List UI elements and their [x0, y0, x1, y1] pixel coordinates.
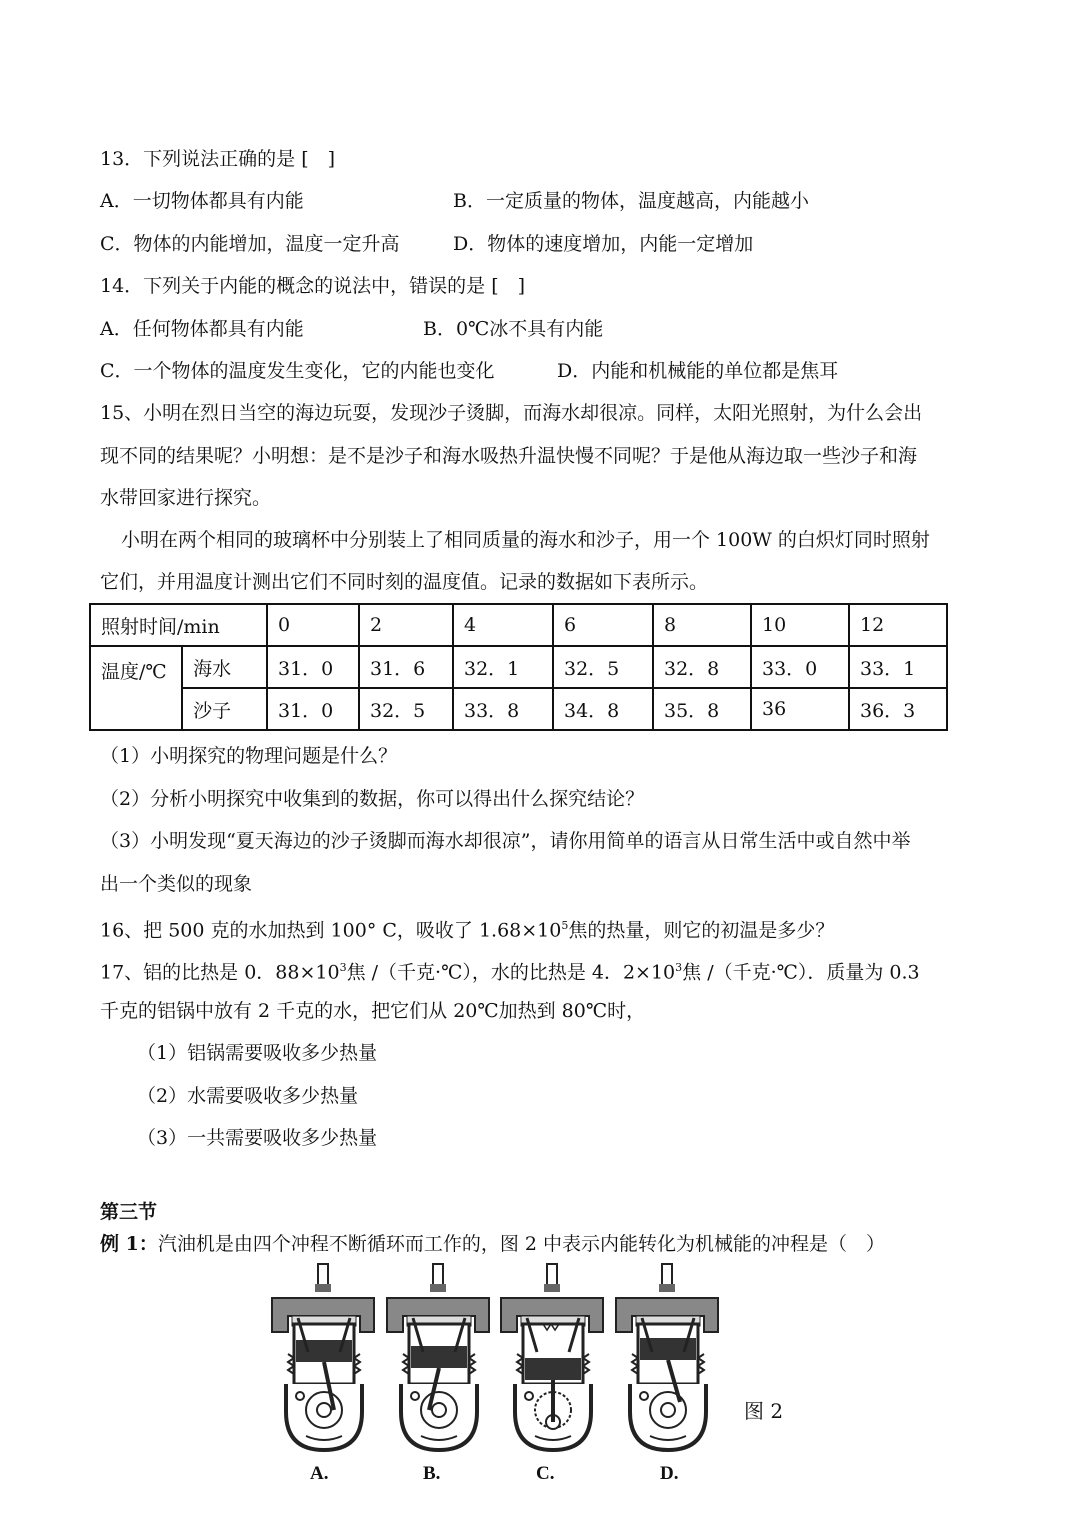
- table-cell: 35．8: [653, 688, 751, 730]
- table-row-label-sand: 沙子: [182, 688, 267, 730]
- figure-caption: 图 2: [744, 1399, 784, 1423]
- table-cell: 32．5: [359, 688, 453, 730]
- table-row: [90, 688, 947, 730]
- q15-paragraph2-line2: 它们，并用温度计测出它们不同时刻的温度值。记录的数据如下表所示。: [100, 571, 709, 593]
- example-label: 例 1：: [100, 1233, 158, 1255]
- q17-exponent2: 3: [675, 961, 683, 974]
- q13-option-d: D．物体的速度增加，内能一定增加: [453, 233, 754, 255]
- table-row: [90, 604, 947, 646]
- table-cell: 32．1: [453, 646, 553, 688]
- table-cell: 36: [751, 688, 849, 730]
- q13-stem: 13．下列说法正确的是 [ ]: [100, 148, 336, 170]
- table-row: [90, 646, 947, 688]
- q15-paragraph1-line1: 15、小明在烈日当空的海边玩耍，发现沙子烫脚，而海水却很凉。同样，太阳光照射，为什么会出: [100, 402, 923, 424]
- engine-label-a: A.: [310, 1463, 329, 1484]
- q16-text-before: 16、把 500 克的水加热到 100° C，吸收了 1.68×10: [100, 919, 562, 942]
- q14-option-c: C．一个物体的温度发生变化，它的内能也变化: [100, 360, 495, 382]
- table-cell: 8: [653, 604, 751, 646]
- q13-option-c: C．物体的内能增加，温度一定升高: [100, 233, 400, 255]
- q17-subquestion-1: （1）铝锅需要吸收多少热量: [137, 1042, 378, 1064]
- q15-subquestion-3-line2: 出一个类似的现象: [100, 873, 253, 895]
- example-text: 汽油机是由四个冲程不断循环而工作的，图 2 中表示内能转化为机械能的冲程是（ ）: [157, 1233, 886, 1255]
- q16-question: [100, 914, 834, 942]
- table-cell: 32．5: [553, 646, 653, 688]
- q17-subquestion-2: （2）水需要吸收多少热量: [137, 1085, 359, 1107]
- table-temp-label: 温度/℃: [90, 646, 182, 730]
- q15-subquestion-3-line1: （3）小明发现“夏天海边的沙子烫脚而海水却很凉”，请你用简单的语言从日常生活中或自然中举: [100, 830, 911, 852]
- table-cell: 34．8: [553, 688, 653, 730]
- q14-option-b: B．0℃冰不具有内能: [423, 318, 604, 340]
- q15-paragraph1-line2: 现不同的结果呢？小明想：是不是沙子和海水吸热升温快慢不同呢？于是他从海边取一些沙子和海: [100, 445, 918, 467]
- table-header-time-label: 照射时间/min: [90, 604, 267, 646]
- table-cell: 0: [267, 604, 359, 646]
- table-cell: 32．8: [653, 646, 751, 688]
- table-cell: 31．6: [359, 646, 453, 688]
- table-cell: 33．8: [453, 688, 553, 730]
- q13-option-b: B．一定质量的物体，温度越高，内能越小: [453, 190, 809, 212]
- table-cell: 6: [553, 604, 653, 646]
- q15-subquestion-1: （1）小明探究的物理问题是什么？: [100, 745, 398, 767]
- q14-option-a: A．任何物体都具有内能: [100, 318, 304, 340]
- table-cell: 2: [359, 604, 453, 646]
- temperature-data-table: [89, 603, 948, 731]
- engine-diagram-b: [383, 1262, 495, 1457]
- table-cell: 33．0: [751, 646, 849, 688]
- q17-part3: 焦 /（千克·℃）．质量为 0.3: [682, 961, 920, 984]
- table-row-label-seawater: 海水: [182, 646, 267, 688]
- q16-exponent: 5: [561, 919, 569, 932]
- q17-exponent1: 3: [339, 961, 347, 974]
- example-1: [100, 1232, 885, 1256]
- table-cell: 10: [751, 604, 849, 646]
- engine-label-b: B.: [423, 1463, 441, 1484]
- table-cell: 33．1: [849, 646, 947, 688]
- table-cell: 36．3: [849, 688, 947, 730]
- engine-label-d: D.: [660, 1463, 679, 1484]
- q16-text-after: 焦的热量，则它的初温是多少？: [568, 919, 835, 942]
- q17-line2: 千克的铝锅中放有 2 千克的水，把它们从 20℃加热到 80℃时，: [100, 1000, 646, 1022]
- q13-option-a: A．一切物体都具有内能: [100, 190, 304, 212]
- table-cell: 31．0: [267, 646, 359, 688]
- q17-part2: 焦 /（千克·℃），水的比热是 4．2×10: [346, 961, 676, 984]
- q17-subquestion-3: （3）一共需要吸收多少热量: [137, 1127, 378, 1149]
- q14-option-d: D．内能和机械能的单位都是焦耳: [557, 360, 839, 382]
- q17-line1: [100, 956, 920, 984]
- q15-paragraph1-line3: 水带回家进行探究。: [100, 487, 272, 509]
- table-cell: 4: [453, 604, 553, 646]
- engine-diagram-c: [497, 1262, 609, 1457]
- engine-diagram-a: [268, 1262, 380, 1457]
- section-heading: 第三节: [100, 1201, 158, 1223]
- q15-subquestion-2: （2）分析小明探究中收集到的数据，你可以得出什么探究结论？: [100, 788, 645, 810]
- q14-stem: 14．下列关于内能的概念的说法中，错误的是 [ ]: [100, 275, 526, 297]
- table-cell: 12: [849, 604, 947, 646]
- q15-paragraph2-line1: 小明在两个相同的玻璃杯中分别装上了相同质量的海水和沙子，用一个 100W 的白炽灯同时照射: [121, 529, 930, 551]
- engine-label-c: C.: [536, 1463, 555, 1484]
- engine-diagram-d: [612, 1262, 724, 1457]
- table-cell: 31．0: [267, 688, 359, 730]
- q17-part1: 17、铝的比热是 0．88×10: [100, 961, 340, 984]
